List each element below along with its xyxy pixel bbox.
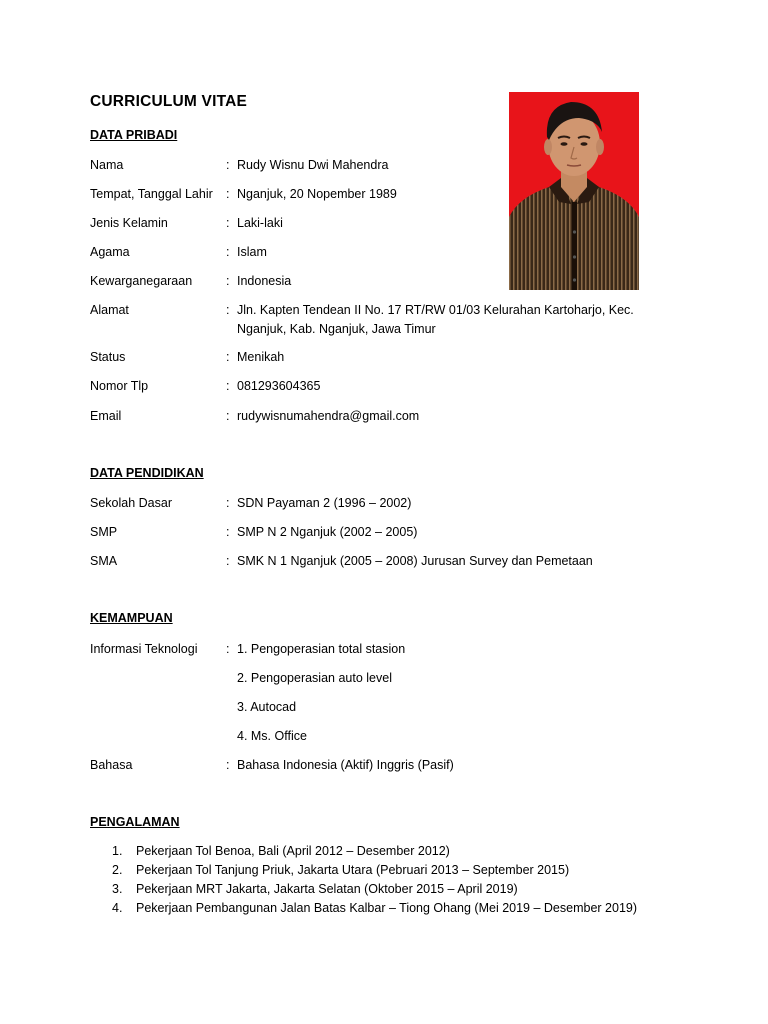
section-heading-pengalaman: PENGALAMAN — [90, 815, 180, 829]
list-item — [90, 842, 690, 861]
field-label: Bahasa — [90, 758, 133, 772]
colon-separator: : — [226, 642, 230, 656]
colon-separator: : — [226, 758, 230, 772]
section-heading-data-pendidikan: DATA PENDIDIKAN — [90, 466, 204, 480]
list-number: 3. — [112, 882, 123, 896]
list-text: Pekerjaan MRT Jakarta, Jakarta Selatan (Oktober 2015 – April 2019) — [136, 882, 518, 896]
field-value: Menikah — [237, 350, 285, 364]
field-label: Email — [90, 409, 122, 423]
field-label: Nomor Tlp — [90, 379, 149, 393]
field-label: SMP — [90, 525, 118, 539]
skill-item: 2. Pengoperasian auto level — [237, 671, 392, 685]
colon-separator: : — [226, 245, 230, 259]
colon-separator: : — [226, 525, 230, 539]
field-label: Alamat — [90, 303, 129, 317]
field-value: rudywisnumahendra@gmail.com — [237, 409, 420, 423]
colon-separator: : — [226, 409, 230, 423]
section-heading-data-pribadi: DATA PRIBADI — [90, 128, 178, 142]
field-label: Status — [90, 350, 126, 364]
colon-separator: : — [226, 554, 230, 568]
skill-item: 3. Autocad — [237, 700, 297, 714]
list-text: Pekerjaan Tol Tanjung Priuk, Jakarta Utara (Pebruari 2013 – September 2015) — [136, 863, 570, 877]
field-value: Islam — [237, 245, 267, 259]
colon-separator: : — [226, 350, 230, 364]
skill-item: 1. Pengoperasian total stasion — [237, 642, 406, 656]
field-value: Bahasa Indonesia (Aktif) Inggris (Pasif) — [237, 758, 454, 772]
list-text: Pekerjaan Pembangunan Jalan Batas Kalbar – Tiong Ohang (Mei 2019 – Desember 2019) — [136, 901, 638, 915]
list-text: Pekerjaan Tol Benoa, Bali (April 2012 – Desember 2012) — [136, 844, 450, 858]
list-item — [90, 899, 690, 918]
field-label: Jenis Kelamin — [90, 216, 168, 230]
field-label: Sekolah Dasar — [90, 496, 172, 510]
field-value: 081293604365 — [237, 379, 321, 393]
field-label: Informasi Teknologi — [90, 642, 198, 656]
colon-separator: : — [226, 379, 230, 393]
document-title: CURRICULUM VITAE — [90, 93, 248, 110]
field-label: SMA — [90, 554, 118, 568]
field-value: SMK N 1 Nganjuk (2005 – 2008) Jurusan Survey dan Pemetaan — [237, 554, 593, 568]
list-number: 4. — [112, 901, 123, 915]
field-label: Kewarganegaraan — [90, 274, 193, 288]
field-label: Agama — [90, 245, 130, 259]
colon-separator: : — [226, 303, 230, 317]
field-value: Nganjuk, 20 Nopember 1989 — [237, 187, 397, 201]
section-heading-kemampuan: KEMAMPUAN — [90, 611, 173, 625]
field-value: SMP N 2 Nganjuk (2002 – 2005) — [237, 525, 418, 539]
list-item — [90, 880, 690, 899]
colon-separator: : — [226, 274, 230, 288]
field-label: Tempat, Tanggal Lahir — [90, 187, 213, 201]
field-label: Nama — [90, 158, 124, 172]
field-value: Indonesia — [237, 274, 292, 288]
colon-separator: : — [226, 187, 230, 201]
list-number: 1. — [112, 844, 123, 858]
list-item — [90, 861, 690, 880]
colon-separator: : — [226, 158, 230, 172]
colon-separator: : — [226, 216, 230, 230]
experience-list — [90, 842, 690, 918]
field-value: Rudy Wisnu Dwi Mahendra — [237, 158, 389, 172]
colon-separator: : — [226, 496, 230, 510]
skill-item: 4. Ms. Office — [237, 729, 307, 743]
list-number: 2. — [112, 863, 123, 877]
field-value: Jln. Kapten Tendean II No. 17 RT/RW 01/03 Kelurahan Kartoharjo, Kec. Nganjuk, Kab. Nganjuk, Jawa Timur — [237, 303, 634, 336]
field-value: Laki-laki — [237, 216, 283, 230]
field-value: SDN Payaman 2 (1996 – 2002) — [237, 496, 412, 510]
